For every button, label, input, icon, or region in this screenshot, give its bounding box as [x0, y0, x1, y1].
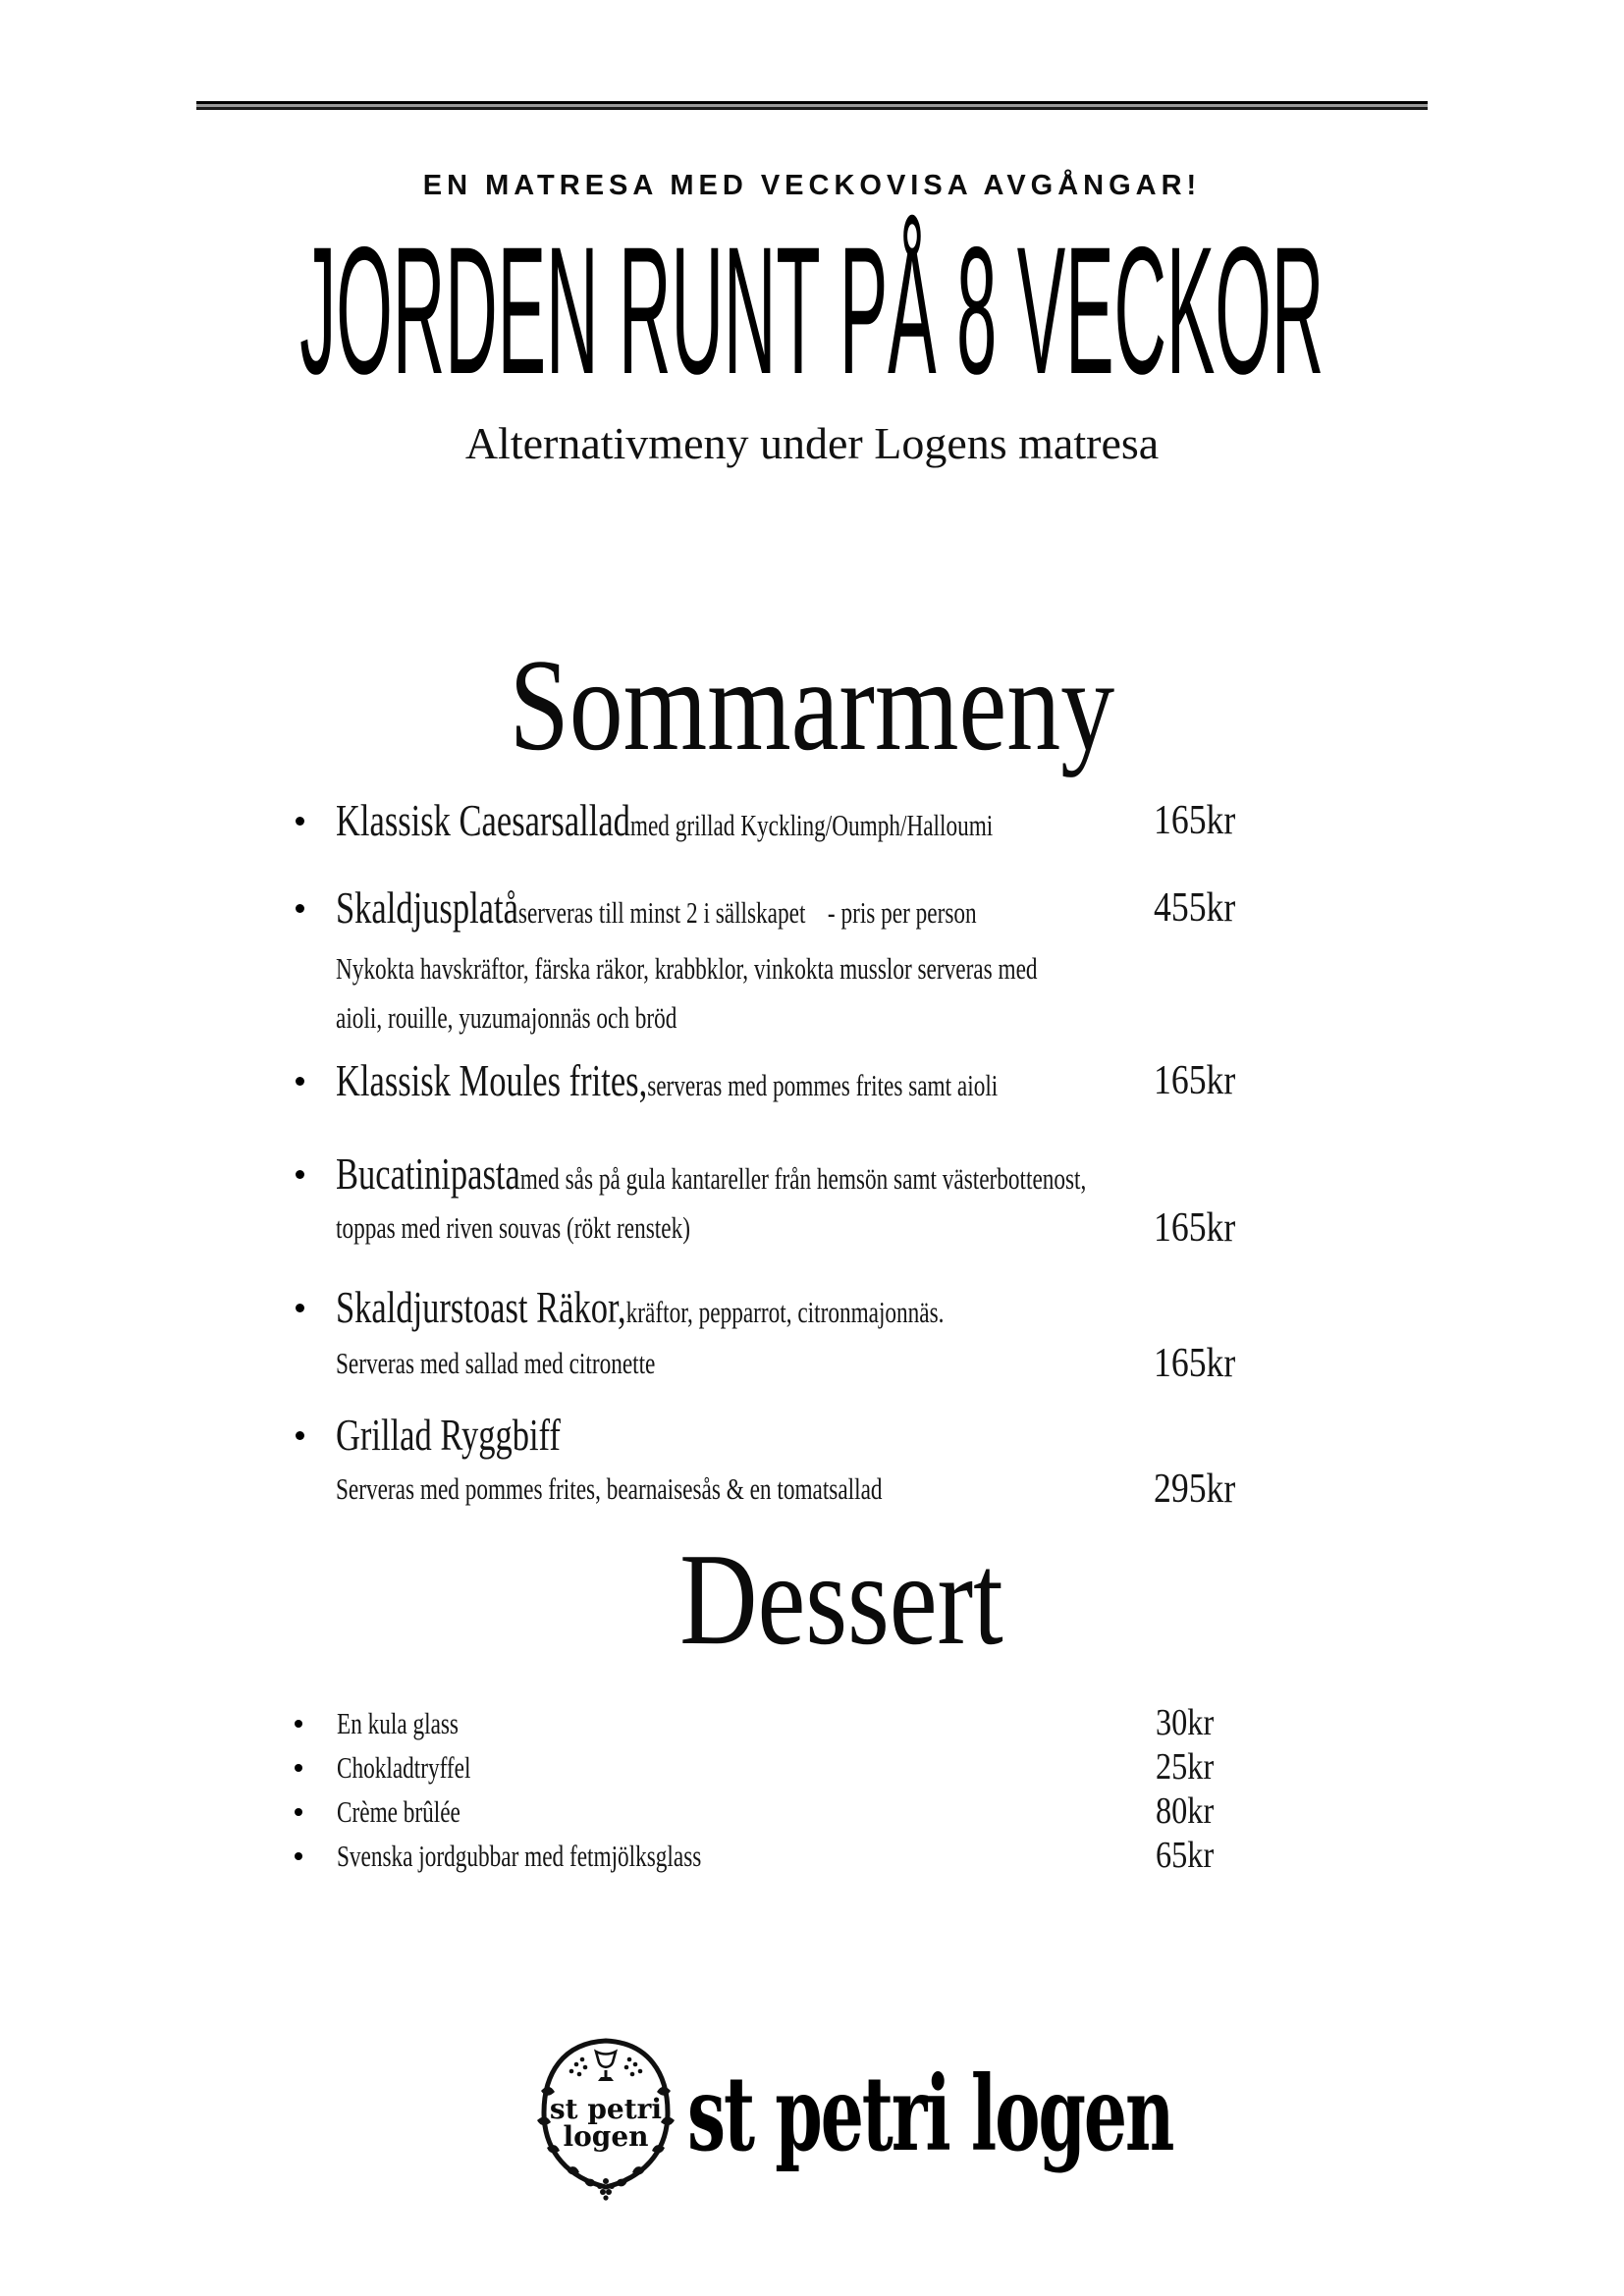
menu-main-title-text: JORDEN RUNT PÅ 8 VECKOR	[299, 210, 1325, 412]
st-petri-logen-crest-icon	[523, 2032, 688, 2201]
menu-main-title	[0, 210, 1624, 412]
dish-name: Skaldjurstoast Räkor,	[336, 1282, 626, 1332]
dish-name: Klassisk Caesarsallad	[336, 795, 630, 845]
menu-item-line	[295, 795, 1467, 853]
dish-description: Serveras med sallad med citronette	[336, 1346, 656, 1380]
menu-item-line	[295, 1282, 1467, 1340]
dish-description: toppas med riven souvas (rökt renstek)	[336, 1210, 690, 1245]
menu-subtitle: Alternativmeny under Logens matresa	[464, 418, 1160, 468]
menu-item-text	[336, 1282, 945, 1340]
dish-name: En kula glass	[337, 1706, 459, 1740]
dish-price: 65kr	[1156, 1835, 1215, 1876]
menu-item	[295, 1282, 1467, 1391]
dish-name: Grillad Ryggbiff	[336, 1410, 561, 1460]
dish-name: Svenska jordgubbar med fetmjölksglass	[337, 1839, 702, 1873]
bullet-icon	[295, 1808, 302, 1816]
section-heading-dessert: Dessert	[679, 1526, 1003, 1672]
dish-price: 165kr	[1154, 798, 1236, 843]
dish-description-line	[295, 996, 1467, 1045]
menu-item-text	[336, 1410, 561, 1468]
dish-description: Nykokta havskräftor, färska räkor, krabbklor, vinkokta musslor serveras med	[336, 951, 1038, 986]
menu-item-text	[336, 1148, 1087, 1206]
menu-item	[295, 795, 1467, 853]
dish-inline-desc: med grillad Kyckling/Oumph/Halloumi	[629, 808, 994, 842]
menu-item-line	[295, 1055, 1467, 1113]
bullet-icon	[296, 1304, 304, 1312]
dessert-item	[295, 1789, 1467, 1834]
dish-price: 165kr	[1154, 1058, 1236, 1103]
dessert-item	[295, 1834, 1467, 1878]
menu-item	[295, 1148, 1467, 1255]
dessert-item	[295, 1745, 1467, 1789]
dessert-item	[295, 1701, 1467, 1745]
menu-item-line	[295, 1148, 1467, 1206]
dish-inline-desc: kräftor, pepparrot, citronmajonnäs.	[625, 1295, 945, 1329]
section-heading-sommarmeny: Sommarmeny	[509, 632, 1115, 777]
top-divider-rule	[196, 101, 1428, 110]
menu-item-text	[336, 882, 977, 940]
menu-item	[295, 1410, 1467, 1517]
bullet-icon	[296, 1170, 304, 1179]
bullet-icon	[296, 817, 304, 826]
menu-item	[295, 882, 1467, 1045]
dish-name: Skaldjusplatå	[336, 882, 518, 933]
dish-inline-desc: med sås på gula kantareller från hemsön samt västerbottenost,	[519, 1161, 1087, 1196]
menu-item	[295, 1055, 1467, 1113]
menu-item-text	[336, 795, 994, 853]
dish-description: aioli, rouille, yuzumajonnäs och bröd	[336, 1000, 677, 1035]
menu-item-text	[336, 1055, 999, 1113]
dish-name: Crème brûlée	[337, 1794, 460, 1829]
dish-price: 30kr	[1156, 1702, 1215, 1743]
dish-price: 80kr	[1156, 1790, 1215, 1832]
dish-price: 165kr	[1154, 1341, 1236, 1386]
menu-tagline: EN MATRESA MED VECKOVISA AVGÅNGAR!	[422, 170, 1202, 201]
dish-description-line	[295, 1468, 1467, 1517]
menu-item-line	[295, 1410, 1467, 1468]
dish-description-line	[295, 1206, 1467, 1255]
dish-price: 295kr	[1154, 1467, 1236, 1512]
dish-price: 165kr	[1154, 1205, 1236, 1251]
dish-name: Chokladtryffel	[337, 1750, 471, 1785]
dish-description: Serveras med pommes frites, bearnaisesås & en tomatsallad	[336, 1471, 883, 1506]
dish-price: 25kr	[1156, 1746, 1215, 1788]
dish-name: Klassisk Moules frites,	[336, 1055, 648, 1105]
bullet-icon	[296, 1431, 304, 1440]
dish-description-line	[295, 947, 1467, 996]
dish-inline-desc: serveras med pommes frites samt aioli	[647, 1068, 999, 1102]
dessert-list	[295, 1701, 1467, 1878]
dish-description-line	[295, 1342, 1467, 1391]
crest-text-line2: logen	[563, 2120, 649, 2153]
dish-name: Bucatinipasta	[336, 1148, 520, 1199]
bullet-icon	[296, 904, 304, 913]
bullet-icon	[296, 1077, 304, 1086]
crest-text-line1: st petri	[549, 2093, 663, 2125]
bullet-icon	[295, 1764, 302, 1772]
dish-inline-desc: serveras till minst 2 i sällskapet	[517, 895, 806, 930]
bullet-icon	[295, 1720, 302, 1728]
dish-price: 455kr	[1154, 885, 1236, 931]
bullet-icon	[295, 1852, 302, 1860]
dish-price-note: - pris per person	[827, 895, 977, 930]
menu-item-line	[295, 882, 1467, 940]
st-petri-logen-wordmark: st petri logen	[687, 2053, 1173, 2174]
